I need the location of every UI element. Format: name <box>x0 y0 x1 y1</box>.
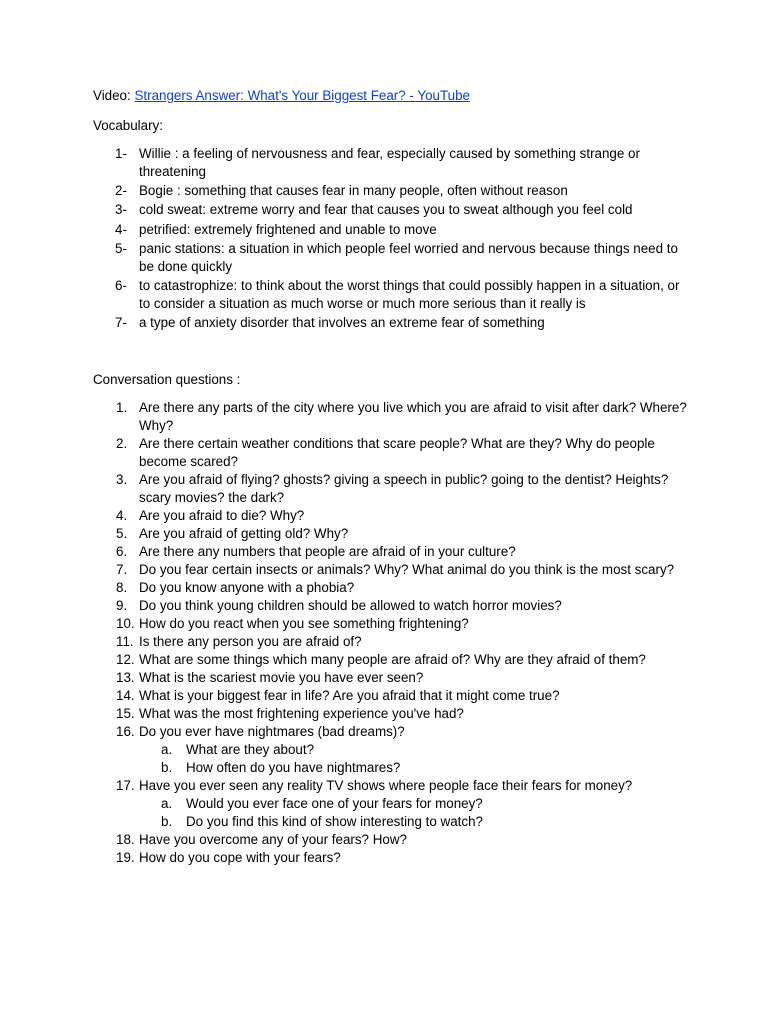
sub-question-list <box>139 795 693 831</box>
vocabulary-item-number: 2- <box>115 183 127 199</box>
vocabulary-item-text: cold sweat: extreme worry and fear that causes you to sweat although you feel cold <box>139 202 633 218</box>
sub-question-letter: a. <box>161 742 173 758</box>
question-item <box>93 705 693 723</box>
vocabulary-item-text: petrified: extremely frightened and unable to move <box>139 221 437 237</box>
vocabulary-item <box>93 277 693 313</box>
question-number: 9. <box>116 598 128 614</box>
question-text: What is the scariest movie you have ever seen? <box>139 670 424 686</box>
question-text: Are you afraid of flying? ghosts? giving a speech in public? going to the dentist? Heights? scary movies? the dark? <box>139 472 669 506</box>
sub-question-list <box>139 741 693 777</box>
document-page <box>93 87 693 867</box>
question-item <box>93 597 693 615</box>
question-number: 14. <box>116 688 135 704</box>
vocabulary-item <box>93 240 693 276</box>
question-number: 8. <box>116 580 128 596</box>
question-text: Have you ever seen any reality TV shows where people face their fears for money? <box>139 778 633 794</box>
question-number: 1. <box>116 400 128 416</box>
question-number: 4. <box>116 508 128 524</box>
conversation-questions-list <box>93 399 693 867</box>
question-number: 6. <box>116 544 128 560</box>
vocabulary-list <box>93 145 693 332</box>
video-line <box>93 87 693 105</box>
question-number: 5. <box>116 526 128 542</box>
question-item <box>93 561 693 579</box>
sub-question-item <box>139 759 693 777</box>
vocabulary-item-number: 4- <box>115 221 127 237</box>
question-number: 7. <box>116 562 128 578</box>
sub-question-item <box>139 813 693 831</box>
question-text: Do you know anyone with a phobia? <box>139 580 355 596</box>
question-number: 3. <box>116 472 128 488</box>
vocabulary-item-text: panic stations: a situation in which people feel worried and nervous because things need to be done quickly <box>139 240 678 274</box>
question-number: 18. <box>116 832 135 848</box>
vocabulary-item-number: 1- <box>115 146 127 161</box>
question-item <box>93 399 693 435</box>
question-text: Are there certain weather conditions that scare people? What are they? Why do people become scared? <box>139 436 655 470</box>
question-text: Are there any numbers that people are afraid of in your culture? <box>139 544 516 560</box>
question-item <box>93 435 693 471</box>
question-text: Do you think young children should be allowed to watch horror movies? <box>139 598 562 614</box>
question-number: 19. <box>116 850 135 866</box>
question-text: Are you afraid to die? Why? <box>139 508 305 524</box>
question-number: 17. <box>116 778 135 794</box>
question-item <box>93 849 693 867</box>
vocabulary-item <box>93 314 693 332</box>
question-number: 16. <box>116 724 135 740</box>
sub-question-letter: b. <box>161 814 173 830</box>
question-number: 15. <box>116 706 135 722</box>
vocabulary-item <box>93 145 693 181</box>
vocabulary-item-text: Bogie : something that causes fear in many people, often without reason <box>139 183 568 199</box>
question-number: 2. <box>116 436 128 452</box>
vocabulary-item-number: 5- <box>115 240 127 256</box>
question-text: What was the most frightening experience you've had? <box>139 706 464 722</box>
vocabulary-item-text: Willie : a feeling of nervousness and fear, especially caused by something strange or threatening <box>139 146 640 179</box>
question-item <box>93 669 693 687</box>
question-item <box>93 471 693 507</box>
question-number: 10. <box>116 616 135 632</box>
sub-question-letter: a. <box>161 796 173 812</box>
question-item <box>93 777 693 831</box>
question-item <box>93 525 693 543</box>
sub-question-item <box>139 741 693 759</box>
question-item <box>93 615 693 633</box>
vocabulary-item-number: 7- <box>115 315 127 331</box>
vocabulary-item-number: 6- <box>115 277 127 293</box>
question-item <box>93 723 693 777</box>
vocabulary-item-text: to catastrophize: to think about the worst things that could possibly happen in a situation, or to consider a situation as much worse or much more serious than it really is <box>139 277 680 311</box>
vocabulary-heading: Vocabulary: <box>93 118 163 133</box>
vocabulary-item <box>93 221 693 239</box>
vocabulary-item-text: a type of anxiety disorder that involves an extreme fear of something <box>139 315 545 331</box>
question-item <box>93 831 693 849</box>
sub-question-text: How often do you have nightmares? <box>186 760 401 776</box>
question-number: 12. <box>116 652 135 668</box>
sub-question-text: Would you ever face one of your fears for money? <box>186 796 483 812</box>
question-item <box>93 507 693 525</box>
question-item <box>93 651 693 669</box>
vocabulary-item <box>93 182 693 200</box>
vocabulary-item <box>93 201 693 219</box>
question-text: What are some things which many people are afraid of? Why are they afraid of them? <box>139 652 646 668</box>
question-text: Have you overcome any of your fears? How? <box>139 832 407 848</box>
sub-question-item <box>139 795 693 813</box>
question-text: How do you cope with your fears? <box>139 850 341 866</box>
question-text: How do you react when you see something frightening? <box>139 616 469 632</box>
question-text: Is there any person you are afraid of? <box>139 634 362 650</box>
question-item <box>93 579 693 597</box>
question-item <box>93 633 693 651</box>
question-text: What is your biggest fear in life? Are you afraid that it might come true? <box>139 688 560 704</box>
question-item <box>93 543 693 561</box>
question-text: Do you ever have nightmares (bad dreams)? <box>139 724 405 740</box>
question-text: Are you afraid of getting old? Why? <box>139 526 349 542</box>
question-text: Do you fear certain insects or animals? Why? What animal do you think is the most scary? <box>139 562 675 578</box>
question-number: 11. <box>116 634 134 650</box>
sub-question-text: Do you find this kind of show interesting to watch? <box>186 814 483 830</box>
video-label: Video: <box>93 88 135 103</box>
sub-question-text: What are they about? <box>186 742 315 758</box>
conversation-heading: Conversation questions : <box>93 372 241 388</box>
sub-question-letter: b. <box>161 760 173 776</box>
vocabulary-item-number: 3- <box>115 202 127 218</box>
question-text: Are there any parts of the city where you live which you are afraid to visit after dark? Where? Why? <box>139 400 687 434</box>
video-link[interactable]: Strangers Answer: What's Your Biggest Fear? - YouTube <box>134 88 470 103</box>
question-number: 13. <box>116 670 135 686</box>
question-item <box>93 687 693 705</box>
